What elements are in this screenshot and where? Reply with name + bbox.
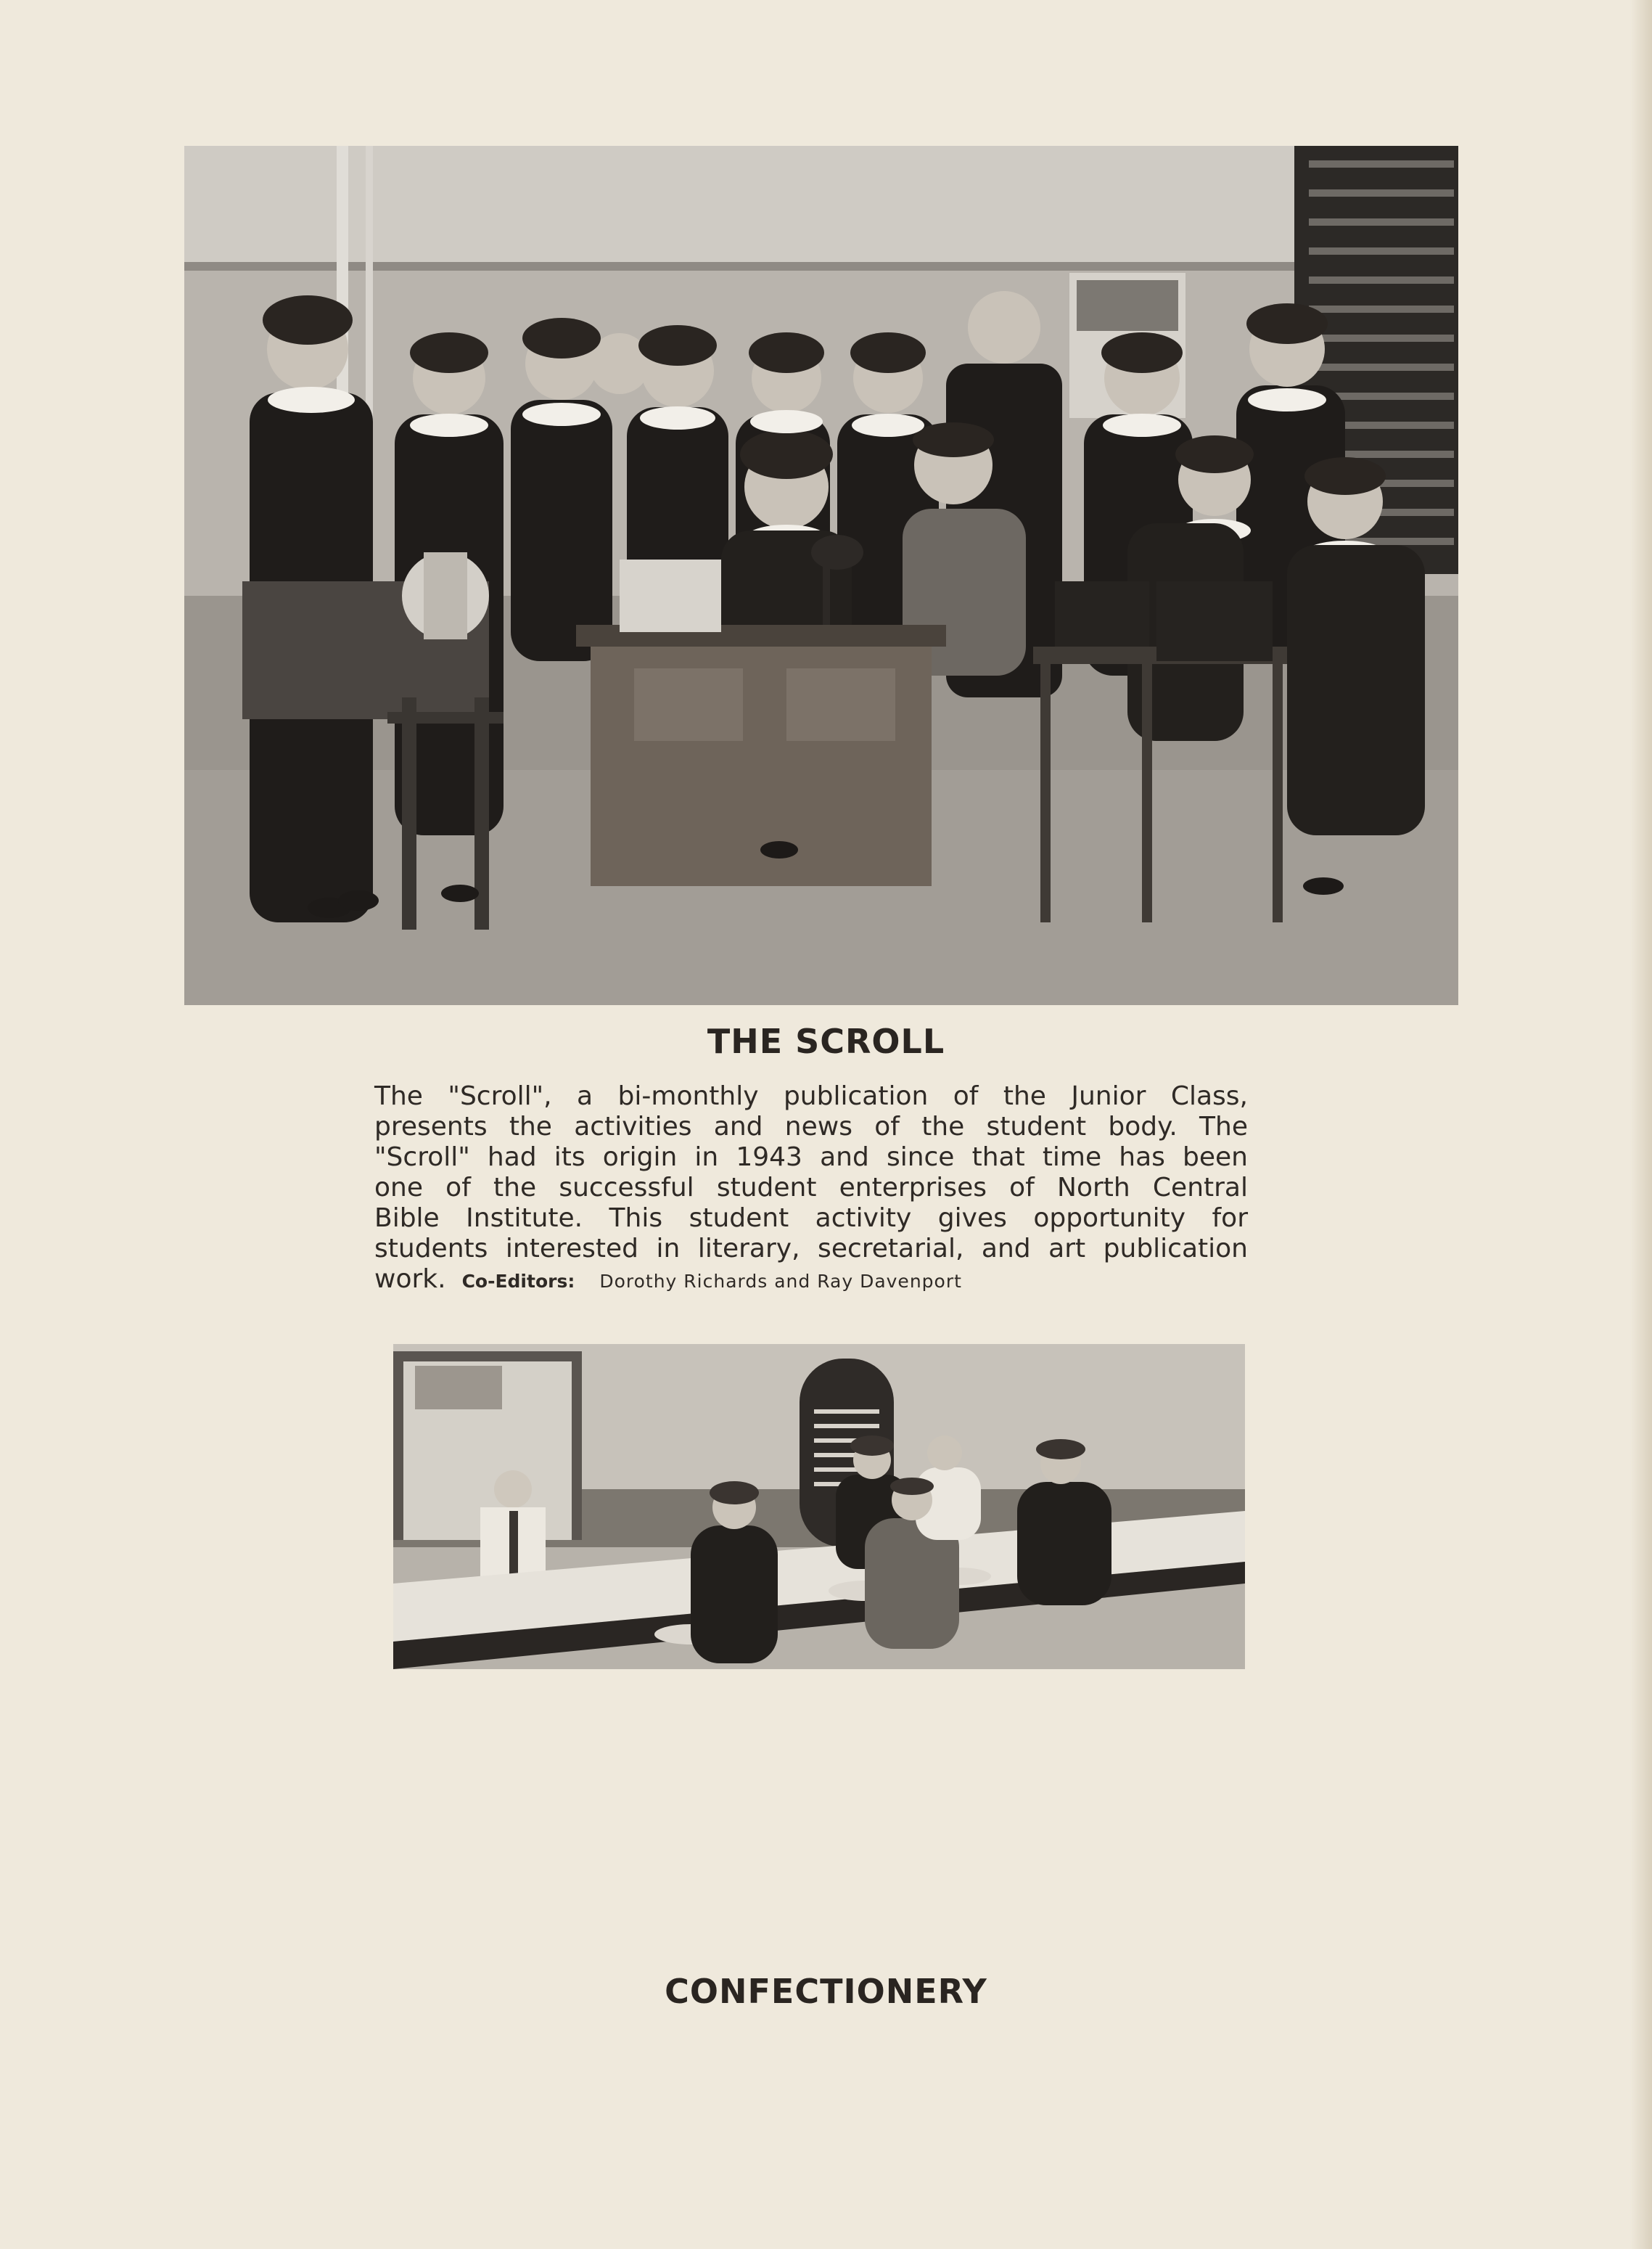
- confectionery-photo: [393, 1344, 1245, 1669]
- confectionery-photo-image: [393, 1344, 1245, 1669]
- scroll-staff-photo: [184, 146, 1458, 1005]
- scroll-description-line: one of the successful student enterprises of North Central: [374, 1173, 1248, 1203]
- scroll-description-last-line: [374, 1264, 1248, 1297]
- scroll-title: THE SCROLL: [707, 1022, 945, 1061]
- page-edge: [1630, 0, 1652, 2249]
- scroll-description-line: "Scroll" had its origin in 1943 and since that time has been: [374, 1142, 1248, 1172]
- confectionery-title: CONFECTIONERY: [665, 1972, 987, 2011]
- scroll-description-line: The "Scroll", a bi-monthly publication of the Junior Class,: [374, 1081, 1248, 1111]
- scroll-description-line: work.: [374, 1264, 446, 1294]
- scroll-description-line: Bible Institute. This student activity gives opportunity for: [374, 1203, 1248, 1233]
- coeditors-label: Co-Editors:: [461, 1271, 575, 1292]
- coeditors-names: Dorothy Richards and Ray Davenport: [599, 1271, 962, 1292]
- scroll-description-line: students interested in literary, secretarial, and art publication: [374, 1234, 1248, 1263]
- scroll-description-line: presents the activities and news of the student body. The: [374, 1112, 1248, 1142]
- scroll-description: [374, 1081, 1248, 1297]
- scroll-staff-photo-image: [184, 146, 1458, 1005]
